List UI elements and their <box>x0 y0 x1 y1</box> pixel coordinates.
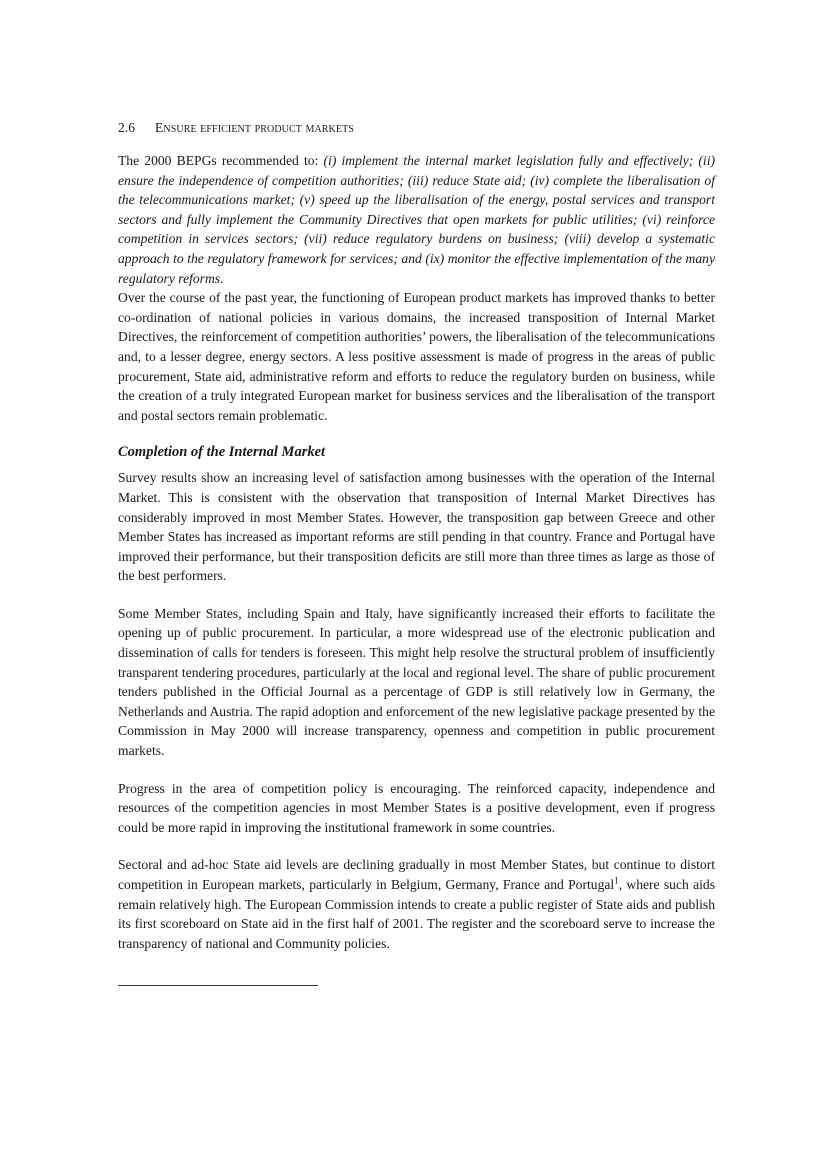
section-title: Ensure efficient product markets <box>155 120 354 135</box>
section-number: 2.6 <box>118 120 135 135</box>
intro-recommendations: (i) implement the internal market legislation fully and effectively; (ii) ensure the independence of competition authorities; (iii) reduce State aid; (iv) complete the liberalisation of the telecommunications market; (v) speed up the liberalisation of the energy, postal services and transport sectors and fully implement the Community Directives that open markets for public utilities; (vi) reinforce competition in services sectors; (vii) reduce regulatory burdens on business; (viii) develop a systematic approach to the regulatory framework for services; and (ix) monitor the effective implementation of the many regulatory reforms <box>118 153 715 286</box>
intro-lead: The 2000 BEPGs recommended to: <box>118 153 324 168</box>
section-heading <box>118 118 715 138</box>
state-aid-text-main: Sectoral and ad-hoc State aid levels are declining gradually in most Member States, but continue to distort competition in European markets, particularly in Belgium, Germany, France and Portugal <box>118 857 715 892</box>
footnote-marker[interactable]: 1 <box>614 875 619 886</box>
procurement-paragraph: Some Member States, including Spain and Italy, have significantly increased their efforts to facilitate the opening up of public procurement. In particular, a more widespread use of the electronic publication and dissemination of calls for tenders is foreseen. This might help resolve the structural problem of insufficiently transparent tendering procedures, particularly at the local and regional level. The share of public procurement tenders published in the Official Journal as a percentage of GDP is still relatively low in Germany, the Netherlands and Austria. The rapid adoption and enforcement of the new legislative package presented by the Commission in May 2000 will increase transparency, openness and competition in public procurement markets. <box>118 605 715 759</box>
footnote-separator <box>118 985 318 986</box>
overview-paragraph: Over the course of the past year, the functioning of European product markets has improved thanks to better co-ordination of national policies in various domains, the increased transposition of Internal Market Directives, the reinforcement of competition authorities’ powers, the liberalisation of the telecommunications and, to a lesser degree, energy sectors. A less positive assessment is made of progress in the areas of public procurement, State aid, administrative reform and efforts to reduce the regulatory burden on business, while the creation of a truly integrated European market for business services and the liberalisation of the transport and postal sectors remain problematic. <box>118 290 715 423</box>
intro-end: . <box>220 270 224 286</box>
state-aid-text-rest: , where such aids remain relatively high. The European Commission intends to create a public register of State aids and publish its first scoreboard on State aid in the first half of 2001. The register and the scoreboard serve to increase the transparency of national and Community policies. <box>118 877 715 951</box>
subheading-internal-market: Completion of the Internal Market <box>118 444 326 461</box>
competition-paragraph: Progress in the area of competition policy is encouraging. The reinforced capacity, independence and resources of the competition agencies in most Member States is a positive development, even if progress could be more rapid in improving the institutional framework in some countries. <box>118 780 715 835</box>
survey-paragraph: Survey results show an increasing level of satisfaction among businesses with the operation of the Internal Market. This is consistent with the observation that transposition of Internal Market Directives has considerably improved in most Member States. However, the transposition gap between Greece and other Member States has increased as important reforms are still pending in that country. France and Portugal have improved their performance, but their transposition deficits are still more than three times as large as those of the best performers. <box>118 470 715 584</box>
state-aid-paragraph <box>118 855 715 953</box>
intro-paragraph <box>118 151 715 288</box>
document-page <box>118 118 715 953</box>
